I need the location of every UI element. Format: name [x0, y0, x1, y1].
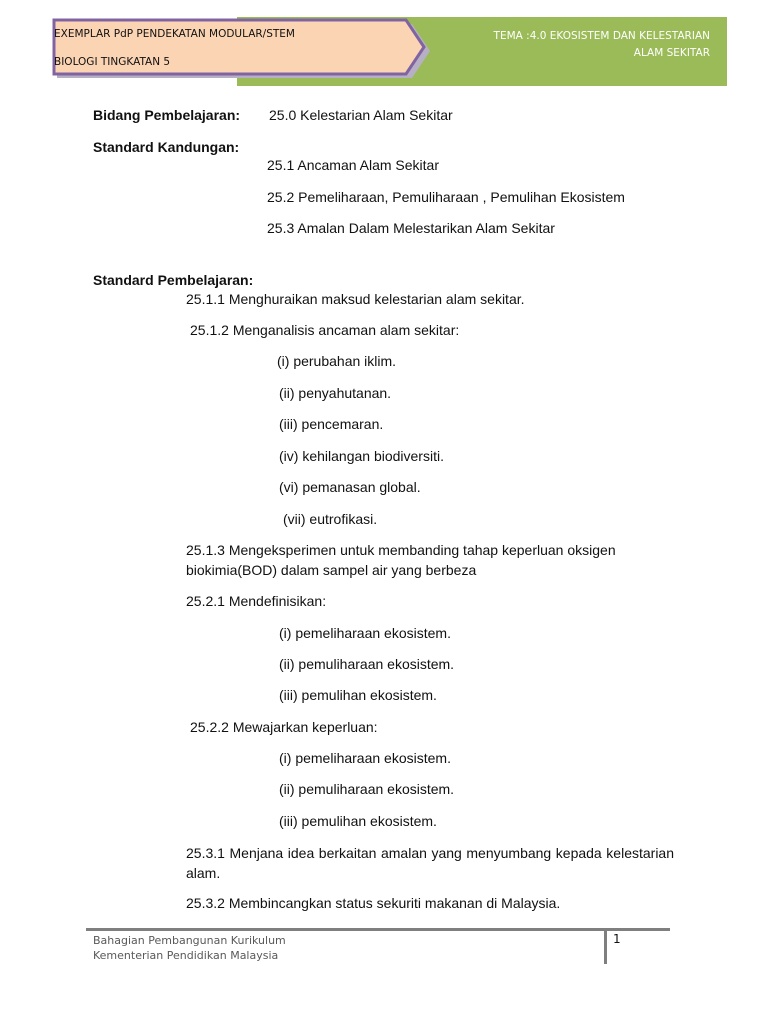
- sp-25-2-2-item-2: (ii) pemuliharaan ekosistem.: [279, 781, 455, 797]
- sp-25-3-1: 25.3.1 Menjana idea berkaitan amalan yang menyumbang kepada kelestarian alam.: [186, 845, 674, 881]
- sp-25-1-2-item-3: (iii) pencemaran.: [279, 416, 384, 432]
- footer-line-1: Bahagian Pembangunan Kurikulum: [93, 934, 286, 947]
- sp-25-1-2-item-4: (iv) kehilangan biodiversiti.: [279, 448, 444, 464]
- pembelajaran-label: Standard Pembelajaran:: [93, 272, 254, 288]
- sp-25-2-1: 25.2.1 Mendefinisikan:: [186, 593, 327, 609]
- kandungan-item-3: 25.3 Amalan Dalam Melestarikan Alam Sekitar: [267, 220, 555, 236]
- bidang-value: 25.0 Kelestarian Alam Sekitar: [269, 107, 453, 123]
- sp-25-2-1-item-3: (iii) pemulihan ekosistem.: [279, 687, 437, 703]
- sp-25-2-2-item-3: (iii) pemulihan ekosistem.: [279, 813, 437, 829]
- sp-25-1-2-item-5: (vi) pemanasan global.: [279, 479, 421, 495]
- footer-rule: [86, 928, 670, 931]
- sp-25-2-2-item-1: (i) pemeliharaan ekosistem.: [279, 750, 451, 766]
- header-arrow-shape: [44, 16, 430, 78]
- sp-25-1-2: 25.1.2 Menganalisis ancaman alam sekitar:: [190, 322, 460, 338]
- sp-25-2-2: 25.2.2 Mewajarkan keperluan:: [190, 719, 378, 735]
- footer-divider: [604, 928, 607, 964]
- footer-line-2: Kementerian Pendidikan Malaysia: [93, 949, 279, 962]
- sp-25-1-2-item-6: (vii) eutrofikasi.: [283, 511, 378, 527]
- sp-25-3-2: 25.3.2 Membincangkan status sekuriti makanan di Malaysia.: [186, 895, 561, 911]
- kandungan-item-1: 25.1 Ancaman Alam Sekitar: [267, 157, 439, 173]
- sp-25-2-1-item-1: (i) pemeliharaan ekosistem.: [279, 625, 451, 641]
- sp-25-1-2-item-1: (i) perubahan iklim.: [277, 353, 397, 369]
- tema-line-2: ALAM SEKITAR: [633, 47, 710, 59]
- kandungan-item-2: 25.2 Pemeliharaan, Pemuliharaan , Pemulihan Ekosistem: [267, 189, 625, 205]
- tema-line-1: TEMA :4.0 EKOSISTEM DAN KELESTARIAN: [493, 30, 710, 42]
- sp-25-1-3: 25.1.3 Mengeksperimen untuk membanding tahap keperluan oksigen biokimia(BOD) dalam sampel air yang berbeza: [186, 542, 616, 578]
- sp-25-2-1-item-2: (ii) pemuliharaan ekosistem.: [279, 656, 455, 672]
- sp-25-1-1: 25.1.1 Menghuraikan maksud kelestarian alam sekitar.: [186, 291, 525, 307]
- header-exemplar: EXEMPLAR PdP PENDEKATAN MODULAR/STEM: [54, 28, 295, 40]
- header-tema: [430, 28, 710, 62]
- bidang-label: Bidang Pembelajaran:: [93, 107, 241, 123]
- header-subject: BIOLOGI TINGKATAN 5: [54, 56, 171, 68]
- sp-25-1-2-item-2: (ii) penyahutanan.: [279, 385, 392, 401]
- kandungan-label: Standard Kandungan:: [93, 139, 240, 155]
- page-number: 1: [613, 932, 621, 946]
